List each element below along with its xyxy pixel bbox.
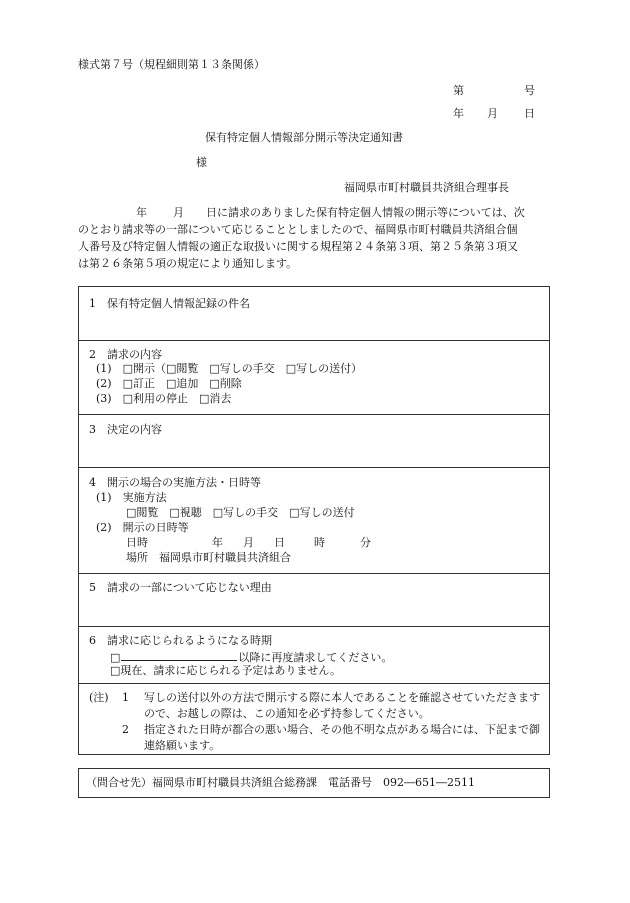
datetime-sublabel: (2) 開示の日時等 — [96, 521, 189, 534]
section4-label: 4 開示の場合の実施方法・日時等 — [89, 476, 261, 489]
contact-info: （問合せ先）福岡県市町村職員共済組合総務課 電話番号 092―651―2511 — [86, 776, 475, 789]
date-day-label: 日 — [524, 107, 535, 120]
intro-line1: 日に請求のありました保有特定個人情報の開示等については、次 — [206, 206, 525, 219]
section2-label: 2 請求の内容 — [89, 348, 162, 361]
contact-box — [78, 768, 550, 798]
divider — [79, 467, 549, 468]
section3-label: 3 決定の内容 — [89, 423, 162, 436]
document-title: 保有特定個人情報部分開示等決定通知書 — [205, 131, 403, 144]
datetime-month: 月 — [243, 536, 254, 549]
method-options: □閲覧 □視聴 □写しの手交 □写しの送付 — [126, 506, 355, 519]
request-line3: (3) □利用の停止 □消去 — [96, 392, 232, 405]
section5-label: 5 請求の一部について応じない理由 — [89, 581, 272, 594]
note1-number: 1 — [122, 691, 129, 704]
divider — [79, 683, 549, 684]
note2-text: 指定された日時が都合の悪い場合、その他不明な点がある場合には、下記まで御連絡願います。 — [144, 723, 540, 752]
datetime-minute: 分 — [360, 536, 371, 549]
checkbox-glyph: □ — [110, 651, 121, 664]
divider — [79, 340, 549, 341]
note1-text: 写しの送付以外の方法で開示する際に本人であることを確認させていただきますので、お越しの際は、この通知を必ず持参してください。 — [144, 691, 540, 720]
request-line2: (2) □訂正 □追加 □削除 — [96, 377, 242, 390]
section6-label: 6 請求に応じられるようになる時期 — [89, 634, 272, 647]
notes-prefix: (注) — [89, 691, 109, 704]
section1-label: 1 保有特定個人情報記録の件名 — [89, 297, 250, 310]
reapply-text: 以降に再度請求してください。 — [238, 651, 393, 664]
method-sublabel: (1) 実施方法 — [96, 491, 167, 504]
date-blank-line — [121, 649, 237, 661]
issuer-name: 福岡県市町村職員共済組合理事長 — [344, 181, 509, 194]
doc-number-suffix: 号 — [524, 84, 535, 97]
details-table — [78, 286, 550, 755]
datetime-label: 日時 — [126, 536, 148, 549]
request-line1: (1) □開示（□閲覧 □写しの手交 □写しの送付） — [96, 362, 363, 375]
reapply-option — [110, 649, 392, 665]
divider — [79, 573, 549, 574]
intro-month: 月 — [173, 206, 184, 219]
form-number: 様式第７号（規程細則第１３条関係） — [78, 58, 265, 71]
note2-number: 2 — [122, 723, 129, 736]
addressee-suffix: 様 — [196, 156, 207, 169]
datetime-year: 年 — [212, 536, 223, 549]
divider — [79, 626, 549, 627]
datetime-day: 日 — [274, 536, 285, 549]
datetime-hour: 時 — [314, 536, 325, 549]
intro-line3: 人番号及び特定個人情報の適正な取扱いに関する規程第２４条第３項、第２５条第３項又 — [78, 240, 518, 253]
doc-number-prefix: 第 — [453, 84, 464, 97]
place-line: 場所 福岡県市町村職員共済組合 — [126, 551, 291, 564]
date-month-label: 月 — [487, 107, 498, 120]
intro-line4: は第２６条第５項の規定により通知します。 — [78, 257, 298, 270]
no-plan-option: □現在、請求に応じられる予定はありません。 — [110, 664, 342, 677]
intro-line2: のとおり請求等の一部について応じることとしましたので、福岡県市町村職員共済組合個 — [78, 223, 518, 236]
intro-year: 年 — [136, 206, 147, 219]
divider — [79, 414, 549, 415]
date-year-label: 年 — [453, 107, 464, 120]
